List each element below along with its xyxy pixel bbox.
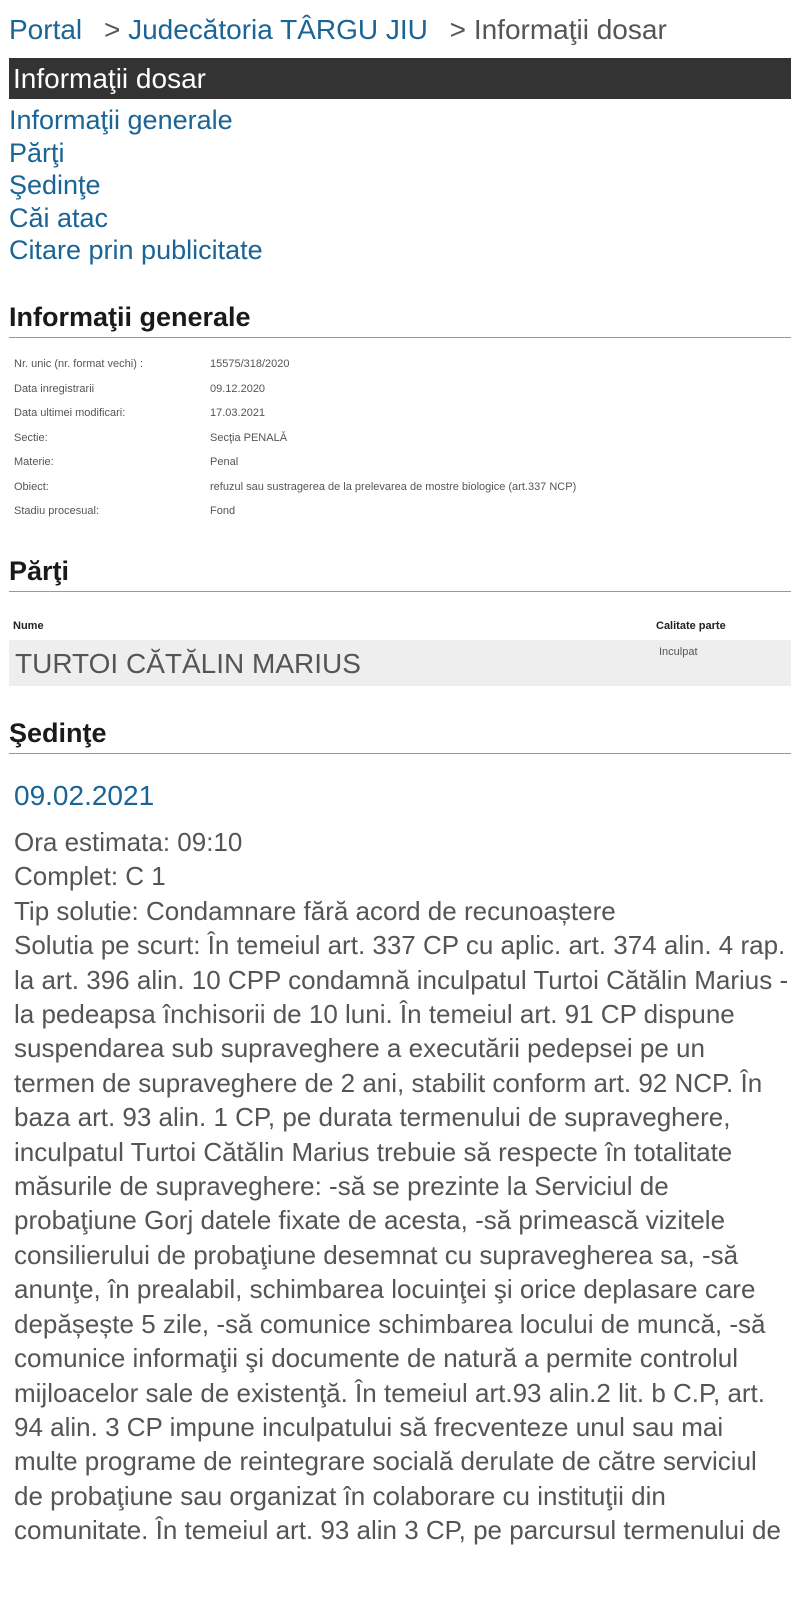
solution-summary: Solutia pe scurt: În temeiul art. 337 CP cu aplic. art. 374 alin. 4 rap. la art. 396 alin. 10 CPP condamnă inculpatul Turtoi Cătălin Marius - la pedeapsa închisorii de 10 luni. În temeiul art. 91 CP dispune suspendarea sub supraveghere a executării pedepsei pe un termen de supraveghere de 2 ani, stabilit conform art. 92 NCP. În baza art. 93 alin. 1 CP, pe durata termenului de supraveghere, inculpatul Turtoi Cătălin Marius trebuie să respecte în totalitate măsurile de supraveghere: -să se prezinte la Serviciul de probaţiune Gorj datele fixate de acesta, -să primească vizitele consilierului de probaţiune desemnat cu supravegherea sa, -să anunţe, în prealabil, schimbarea locuinţei şi orice deplasare care depășește 5 zile, -să comunice schimbarea locului de muncă, -să comunice informaţii şi documente de natură a permite controlul mijloacelor sale de existenţă. În temeiul art.93 alin.2 lit. b C.P, art. 94 alin. 3 CP impune inculpatului să frecventeze unul sau mai multe programe de reintegrare socială derulate de către serviciul de probaţiune sau organizat în colaborare cu instituţii din comunitate. În temeiul art. 93 alin 3 CP, pe parcursul termenului de	[14, 930, 789, 1546]
info-value: 09.12.2020	[210, 382, 266, 395]
info-label: Nr. unic (nr. format vechi) :	[14, 358, 143, 370]
info-label: Data ultimei modificari:	[14, 407, 126, 419]
breadcrumb-separator: >	[103, 14, 121, 45]
breadcrumb-court-link[interactable]: Judecătoria TÂRGU JIU	[128, 14, 428, 45]
info-label: Data inregistrarii	[14, 382, 95, 395]
info-value: Secţia PENALĂ	[210, 431, 288, 444]
table-row	[9, 640, 791, 686]
hearing-panel: Complet: C 1	[14, 861, 166, 892]
info-label: Stadiu procesual:	[14, 505, 99, 517]
column-header-nume: Nume	[13, 620, 44, 632]
page-title: Informaţii dosar	[9, 58, 791, 99]
party-name: TURTOI CĂTĂLIN MARIUS	[15, 648, 361, 679]
nav-item-cai-atac[interactable]: Căi atac	[9, 202, 109, 233]
nav-item-citare-prin-publicitate[interactable]: Citare prin publicitate	[9, 235, 263, 265]
section-heading-general: Informaţii generale	[9, 302, 791, 338]
info-label: Materie:	[14, 456, 54, 468]
section-nav	[9, 104, 263, 267]
hearing-time: Ora estimata: 09:10	[14, 827, 243, 857]
party-role: Inculpat	[659, 646, 698, 658]
section-heading-parti: Părţi	[9, 556, 791, 592]
breadcrumb-portal-link[interactable]: Portal	[9, 14, 83, 45]
breadcrumb	[9, 14, 667, 46]
info-value: 15575/318/2020	[210, 358, 290, 370]
hearing-details	[14, 825, 789, 1548]
nav-item-parti[interactable]: Părţi	[9, 137, 65, 168]
column-header-calitate-parte: Calitate parte	[656, 620, 726, 632]
solution-type: Tip solutie: Condamnare fără acord de recunoaștere	[14, 895, 616, 926]
info-value: refuzul sau sustragerea de la prelevarea de mostre biologice (art.337 NCP)	[210, 480, 577, 493]
info-value: Fond	[210, 505, 236, 517]
breadcrumb-separator: >	[449, 14, 467, 45]
info-value: 17.03.2021	[210, 407, 266, 419]
info-value: Penal	[210, 456, 239, 468]
hearing-date: 09.02.2021	[14, 780, 155, 811]
info-label: Sectie:	[14, 431, 48, 444]
section-heading-sedinte: Şedinţe	[9, 718, 791, 754]
breadcrumb-current: Informaţii dosar	[473, 14, 667, 45]
nav-item-informatii-generale[interactable]: Informaţii generale	[9, 105, 233, 135]
nav-item-sedinte[interactable]: Şedinţe	[9, 170, 101, 200]
info-label: Obiect:	[14, 480, 49, 493]
